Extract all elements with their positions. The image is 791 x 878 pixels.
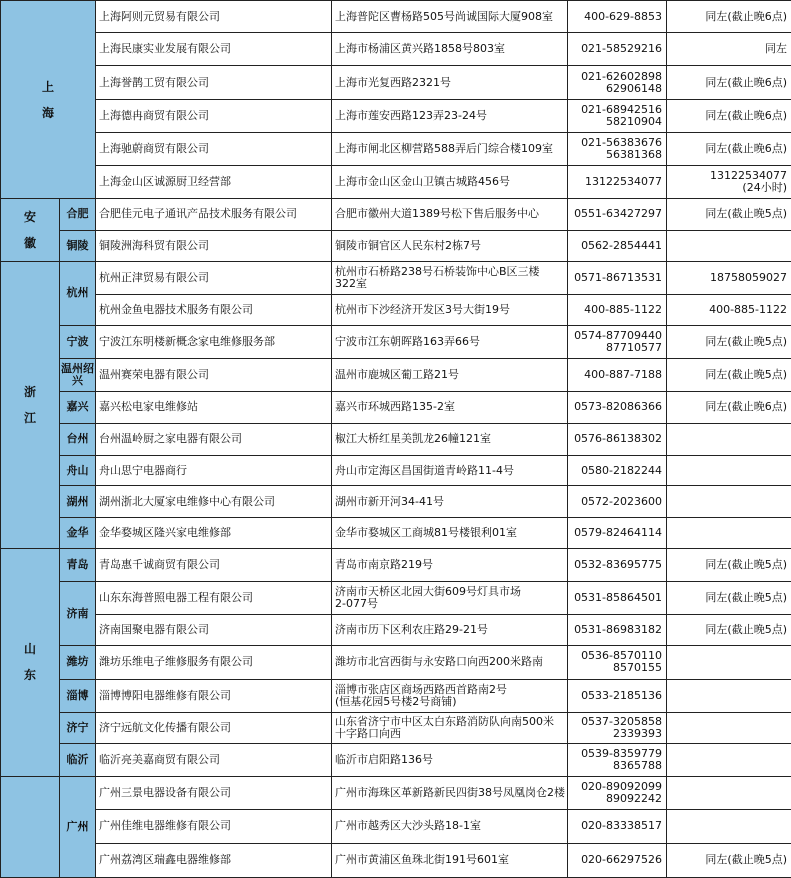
province-char: 东 xyxy=(23,668,36,683)
company-name: 广州佳维电器维修有限公司 xyxy=(96,810,332,843)
address-line: 合肥市徽州大道1389号松下售后服务中心 xyxy=(335,207,540,221)
phone-line: 89092242 xyxy=(606,792,663,806)
city-cell: 台州 xyxy=(60,423,96,455)
province-char: 上 xyxy=(42,79,55,94)
city-cell: 临沂 xyxy=(60,743,96,776)
phone-line: 0536-8570110 xyxy=(581,649,663,663)
phone-line: 0576-86138302 xyxy=(574,432,663,446)
table-row xyxy=(1,391,791,423)
table-row xyxy=(1,646,791,679)
table-row xyxy=(1,1,791,33)
table-row xyxy=(1,456,791,486)
address-line: 宁波市江东朝晖路163弄66号 xyxy=(335,335,481,349)
phone xyxy=(568,66,667,99)
address xyxy=(332,66,568,99)
city-cell: 济宁 xyxy=(60,712,96,743)
phone xyxy=(568,615,667,646)
address xyxy=(332,261,568,294)
company-name: 温州赛荣电器有限公司 xyxy=(96,359,332,391)
phone-line: 020-66297526 xyxy=(581,853,663,867)
phone-line: 87710577 xyxy=(606,341,663,355)
phone xyxy=(568,679,667,712)
note xyxy=(667,712,791,743)
address-line: 广州市越秀区大沙头路18-1室 xyxy=(335,819,481,833)
address xyxy=(332,456,568,486)
address xyxy=(332,743,568,776)
note xyxy=(667,1,791,33)
address xyxy=(332,486,568,518)
company-name: 青岛惠千诚商贸有限公司 xyxy=(96,548,332,581)
company-name: 合肥佳元电子通讯产品技术服务有限公司 xyxy=(96,199,332,230)
phone-line: 62906148 xyxy=(606,81,663,95)
note-line: 同左(截止晚6点) xyxy=(705,108,788,122)
address-line: 杭州市石桥路238号石桥装饰中心B区三楼 xyxy=(335,264,540,278)
note xyxy=(667,326,791,359)
city-cell: 杭州 xyxy=(60,261,96,325)
table-row xyxy=(1,486,791,518)
company-name: 嘉兴松电家电维修站 xyxy=(96,391,332,423)
company-name: 广州三景电器设备有限公司 xyxy=(96,777,332,810)
table-row xyxy=(1,230,791,261)
note xyxy=(667,486,791,518)
phone xyxy=(568,1,667,33)
address xyxy=(332,199,568,230)
phone-line: 56381368 xyxy=(606,147,663,161)
phone xyxy=(568,518,667,548)
table-row xyxy=(1,99,791,132)
table-row xyxy=(1,132,791,165)
address-line: 322室 xyxy=(335,276,368,290)
table-row xyxy=(1,261,791,294)
phone xyxy=(568,423,667,455)
address xyxy=(332,423,568,455)
province-char: 江 xyxy=(23,410,36,425)
note-line: 同左(截止晚5点) xyxy=(705,557,788,571)
company-name: 淄博博阳电器维修有限公司 xyxy=(96,679,332,712)
city-cell: 金华 xyxy=(60,518,96,548)
company-name: 上海誉鹊工贸有限公司 xyxy=(96,66,332,99)
note-line: 同左(截止晚6点) xyxy=(705,141,788,155)
phone-line: 021-68942516 xyxy=(581,102,663,116)
company-name: 上海德冉商贸有限公司 xyxy=(96,99,332,132)
company-name: 潍坊乐维电子维修服务有限公司 xyxy=(96,646,332,679)
note xyxy=(667,777,791,810)
company-name: 临沂亮美嘉商贸有限公司 xyxy=(96,743,332,776)
province-cell xyxy=(1,199,60,261)
phone-line: 0537-3205858 xyxy=(581,714,663,728)
company-name: 上海金山区诚源厨卫经营部 xyxy=(96,166,332,199)
company-name: 杭州金鱼电器技术服务有限公司 xyxy=(96,294,332,325)
phone xyxy=(568,99,667,132)
note xyxy=(667,132,791,165)
phone-line: 021-58529216 xyxy=(581,42,663,56)
address-line: 广州市海珠区革新路新民四街38号凤凰岗仓2楼 xyxy=(335,786,566,800)
address xyxy=(332,581,568,614)
note xyxy=(667,615,791,646)
address-line: 上海市光复西路2321号 xyxy=(335,75,452,89)
address-line: 广州市黄浦区鱼珠北街191号601室 xyxy=(335,853,510,867)
phone-line: 021-62602898 xyxy=(581,69,663,83)
city-cell: 济南 xyxy=(60,581,96,645)
address xyxy=(332,132,568,165)
note xyxy=(667,199,791,230)
company-name: 湖州浙北大厦家电维修中心有限公司 xyxy=(96,486,332,518)
phone-line: 400-887-7188 xyxy=(584,367,663,381)
table-row xyxy=(1,166,791,199)
company-name: 台州温岭厨之家电器有限公司 xyxy=(96,423,332,455)
address-line: 上海市莲安西路123弄23-24号 xyxy=(335,108,487,122)
province-char: 浙 xyxy=(23,384,36,399)
phone xyxy=(568,199,667,230)
note xyxy=(667,548,791,581)
note xyxy=(667,294,791,325)
phone-line: 020-89092099 xyxy=(581,780,663,794)
address-line: 2-077号 xyxy=(335,596,378,610)
note xyxy=(667,423,791,455)
phone xyxy=(568,712,667,743)
address xyxy=(332,777,568,810)
note xyxy=(667,646,791,679)
company-name: 舟山思宁电器商行 xyxy=(96,456,332,486)
note-line: 18758059027 xyxy=(710,270,788,284)
address xyxy=(332,810,568,843)
address xyxy=(332,679,568,712)
address-line: 上海普陀区曹杨路505号尚诚国际大厦908室 xyxy=(335,9,554,23)
phone-line: 0532-83695775 xyxy=(574,557,663,571)
note-line: 同左(截止晚6点) xyxy=(705,400,788,414)
city-cell: 温州绍兴 xyxy=(60,359,96,391)
phone xyxy=(568,777,667,810)
note xyxy=(667,843,791,877)
address xyxy=(332,646,568,679)
table-row xyxy=(1,712,791,743)
phone-line: 020-83338517 xyxy=(581,819,663,833)
note xyxy=(667,166,791,199)
address-line: 济南市天桥区北园大街609号灯具市场 xyxy=(335,584,522,598)
table-row xyxy=(1,615,791,646)
table-body xyxy=(1,1,791,878)
note-line: 同左(截止晚6点) xyxy=(705,75,788,89)
phone xyxy=(568,456,667,486)
table-row xyxy=(1,423,791,455)
address-line: (恒基花园5号楼2号商铺) xyxy=(335,694,457,708)
city-cell: 潍坊 xyxy=(60,646,96,679)
note xyxy=(667,99,791,132)
note xyxy=(667,359,791,391)
address-line: 上海市金山区金山卫镇古城路456号 xyxy=(335,175,511,189)
address xyxy=(332,359,568,391)
city-cell: 嘉兴 xyxy=(60,391,96,423)
company-name: 铜陵洲海科贸有限公司 xyxy=(96,230,332,261)
province-cell xyxy=(1,777,60,878)
phone-line: 0533-2185136 xyxy=(581,688,663,702)
address xyxy=(332,294,568,325)
phone xyxy=(568,33,667,66)
note xyxy=(667,743,791,776)
phone-line: 400-885-1122 xyxy=(584,303,663,317)
address-line: 济南市历下区利农庄路29-21号 xyxy=(335,623,488,637)
note xyxy=(667,230,791,261)
address-line: 上海市闸北区柳营路588弄后门综合楼109室 xyxy=(335,141,554,155)
province-cell xyxy=(1,548,60,777)
company-name: 金华婺城区隆兴家电维修部 xyxy=(96,518,332,548)
note xyxy=(667,518,791,548)
address-line: 嘉兴市环城西路135-2室 xyxy=(335,400,455,414)
province-char: 海 xyxy=(42,105,55,120)
company-name: 上海阿则元贸易有限公司 xyxy=(96,1,332,33)
address xyxy=(332,166,568,199)
note xyxy=(667,66,791,99)
table-row xyxy=(1,518,791,548)
table-row xyxy=(1,777,791,810)
table-row xyxy=(1,843,791,877)
phone-line: 0573-82086366 xyxy=(574,400,663,414)
address-line: 潍坊市北宫西街与永安路口向西200米路南 xyxy=(335,655,544,669)
phone xyxy=(568,261,667,294)
phone-line: 2339393 xyxy=(613,726,663,740)
note-line: 同左 xyxy=(765,42,788,56)
phone-line: 0572-2023600 xyxy=(581,494,663,508)
phone-line: 0539-8359779 xyxy=(581,747,663,761)
province-cell xyxy=(1,1,96,199)
phone xyxy=(568,581,667,614)
note xyxy=(667,810,791,843)
note xyxy=(667,679,791,712)
phone-line: 0580-2182244 xyxy=(581,463,663,477)
address-line: 温州市鹿城区葡工路21号 xyxy=(335,367,460,381)
phone-line: 0574-87709440 xyxy=(574,329,663,343)
note-line: 同左(截止晚5点) xyxy=(705,367,788,381)
address xyxy=(332,99,568,132)
company-name: 济宁远航文化传播有限公司 xyxy=(96,712,332,743)
address xyxy=(332,615,568,646)
address xyxy=(332,33,568,66)
address-line: 青岛市南京路219号 xyxy=(335,557,434,571)
table-row xyxy=(1,810,791,843)
company-name: 济南国聚电器有限公司 xyxy=(96,615,332,646)
phone xyxy=(568,132,667,165)
table-row xyxy=(1,326,791,359)
table-row xyxy=(1,359,791,391)
phone-line: 8365788 xyxy=(613,759,663,773)
address xyxy=(332,230,568,261)
address xyxy=(332,518,568,548)
note-line: 同左(截止晚5点) xyxy=(705,207,788,221)
city-cell: 淄博 xyxy=(60,679,96,712)
note-line: 同左(截止晚5点) xyxy=(705,623,788,637)
phone-line: 0571-86713531 xyxy=(574,270,663,284)
phone-line: 0551-63427297 xyxy=(574,207,663,221)
address-line: 山东省济宁市中区太白东路消防队向南500米 xyxy=(335,714,555,728)
note-line: 13122534077 xyxy=(710,169,788,183)
province-char: 徽 xyxy=(23,236,36,251)
note-line: 同左(截止晚5点) xyxy=(705,590,788,604)
city-cell: 合肥 xyxy=(60,199,96,230)
address-line: 十字路口向西 xyxy=(335,726,402,740)
phone-line: 58210904 xyxy=(606,114,663,128)
phone-line: 021-56383676 xyxy=(581,135,663,149)
address xyxy=(332,391,568,423)
phone xyxy=(568,294,667,325)
note-line: 400-885-1122 xyxy=(709,303,788,317)
phone xyxy=(568,843,667,877)
phone-line: 13122534077 xyxy=(585,175,663,189)
phone xyxy=(568,743,667,776)
address xyxy=(332,326,568,359)
note-line: 同左(截止晚5点) xyxy=(705,335,788,349)
phone-line: 400-629-8853 xyxy=(584,9,663,23)
address-line: 上海市杨浦区黄兴路1858号803室 xyxy=(335,42,506,56)
phone xyxy=(568,230,667,261)
city-cell: 青岛 xyxy=(60,548,96,581)
phone xyxy=(568,166,667,199)
city-cell: 铜陵 xyxy=(60,230,96,261)
phone xyxy=(568,548,667,581)
company-name: 上海驰蔚商贸有限公司 xyxy=(96,132,332,165)
company-name: 广州荔湾区瑞鑫电器维修部 xyxy=(96,843,332,877)
city-cell: 宁波 xyxy=(60,326,96,359)
phone xyxy=(568,326,667,359)
table-row xyxy=(1,33,791,66)
address-line: 舟山市定海区昌国街道青岭路11-4号 xyxy=(335,463,514,477)
address-line: 椒江大桥红星美凯龙26幢121室 xyxy=(335,432,492,446)
province-char: 山 xyxy=(23,642,36,657)
phone-line: 0531-86983182 xyxy=(574,623,663,637)
note xyxy=(667,391,791,423)
table-row xyxy=(1,199,791,230)
address-line: 临沂市启阳路136号 xyxy=(335,753,434,767)
phone-line: 0562-2854441 xyxy=(581,238,663,252)
table-row xyxy=(1,679,791,712)
address-line: 金华市婺城区工商城81号楼银利01室 xyxy=(335,526,518,540)
phone-line: 0579-82464114 xyxy=(574,526,663,540)
phone xyxy=(568,391,667,423)
company-name: 山东东海普照电器工程有限公司 xyxy=(96,581,332,614)
phone-line: 8570155 xyxy=(613,661,663,675)
phone xyxy=(568,359,667,391)
address xyxy=(332,843,568,877)
address-line: 铜陵市铜官区人民东村2栋7号 xyxy=(335,238,482,252)
company-name: 杭州正津贸易有限公司 xyxy=(96,261,332,294)
phone-line: 0531-85864501 xyxy=(574,590,663,604)
city-cell: 湖州 xyxy=(60,486,96,518)
phone xyxy=(568,810,667,843)
province-cell xyxy=(1,261,60,548)
province-char: 安 xyxy=(23,210,36,225)
note-line: 同左(截止晚6点) xyxy=(705,9,788,23)
city-cell: 广州 xyxy=(60,777,96,878)
note-line: (24小时) xyxy=(742,181,788,195)
address xyxy=(332,712,568,743)
address xyxy=(332,1,568,33)
address-line: 淄博市张店区商场西路西首路南2号 xyxy=(335,682,508,696)
note-line: 同左(截止晚5点) xyxy=(705,853,788,867)
note xyxy=(667,261,791,294)
address xyxy=(332,548,568,581)
table-row xyxy=(1,66,791,99)
note xyxy=(667,581,791,614)
company-name: 上海民康实业发展有限公司 xyxy=(96,33,332,66)
address-line: 杭州市下沙经济开发区3号大街19号 xyxy=(335,303,511,317)
company-name: 宁波江东明楼新概念家电维修服务部 xyxy=(96,326,332,359)
phone xyxy=(568,486,667,518)
table-row xyxy=(1,294,791,325)
table-row xyxy=(1,581,791,614)
city-cell: 舟山 xyxy=(60,456,96,486)
note xyxy=(667,33,791,66)
table-row xyxy=(1,743,791,776)
phone xyxy=(568,646,667,679)
table-row xyxy=(1,548,791,581)
note xyxy=(667,456,791,486)
address-line: 湖州市新开河34-41号 xyxy=(335,494,444,508)
